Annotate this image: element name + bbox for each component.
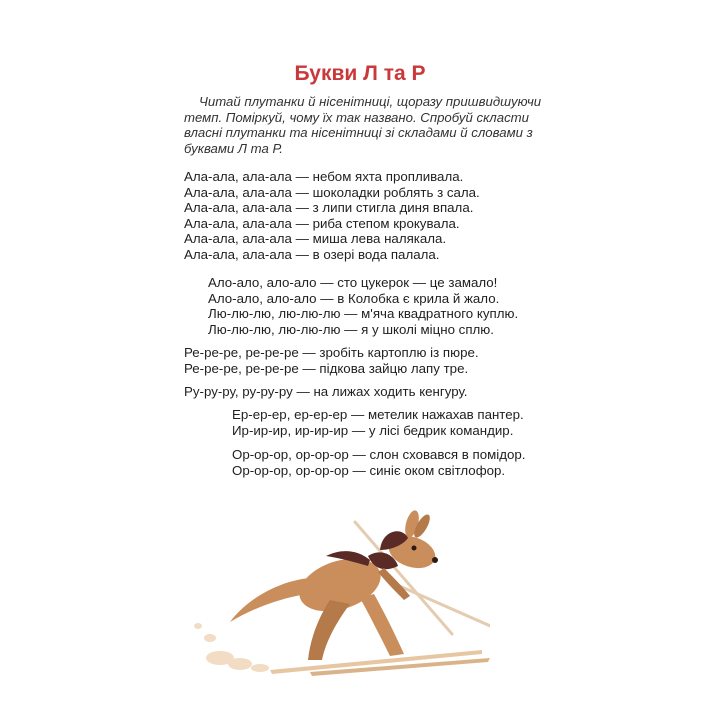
verse-line: Лю-лю-лю, лю-лю-лю — я у школі міцно сплю. bbox=[208, 321, 494, 337]
verse-line: Ала-ала, ала-ала — небом яхта пропливала. bbox=[184, 169, 464, 184]
stanza-re bbox=[184, 345, 479, 376]
instruction-text: Читай плутанки й нісенітниці, щоразу пришвидшуючи темп. Поміркуй, чому їх так названо. Спробуй скласти власні плутанки та нісенітниці зі складами й словами з буквами Л та Р. bbox=[184, 94, 542, 156]
page-title: Букви Л та Р bbox=[294, 62, 426, 85]
verse-line: Ала-ала, ала-ала — миша лева налякала. bbox=[184, 231, 447, 246]
stanza-alo-liu bbox=[208, 275, 518, 337]
snow-trail bbox=[194, 623, 269, 672]
verse-line: Ало-ало, ало-ало — сто цукерок — це замало! bbox=[208, 275, 498, 290]
kangaroo-eye bbox=[412, 546, 417, 551]
verse-line: Ала-ала, ала-ала — шоколадки роблять з сала. bbox=[184, 184, 480, 200]
verse-line: Ор-ор-ор, ор-ор-ор — слон сховався в помідор. bbox=[232, 447, 526, 462]
verse-line: Ре-ре-ре, ре-ре-ре — підкова зайцю лапу тре. bbox=[184, 360, 469, 376]
stanza-ru bbox=[184, 384, 468, 400]
verse-line: Ало-ало, ало-ало — в Колобка є крила й жало. bbox=[208, 290, 500, 306]
stanza-ala bbox=[184, 169, 480, 262]
verse-line: Ру-ру-ру, ру-ру-ру — на лижах ходить кенгуру. bbox=[184, 384, 468, 399]
kangaroo-nose bbox=[432, 557, 438, 563]
verse-line: Ер-ер-ер, ер-ер-ер — метелик нажахав пантер. bbox=[232, 407, 524, 422]
skiing-kangaroo-illustration bbox=[190, 500, 490, 690]
verse-line: Ала-ала, ала-ала — риба степом крокувала. bbox=[184, 215, 460, 231]
verse-line: Ир-ир-ир, ир-ир-ир — у лісі бедрик командир. bbox=[232, 422, 514, 438]
kangaroo-arm bbox=[378, 568, 410, 600]
verse-line: Лю-лю-лю, лю-лю-лю — м'яча квадратного куплю. bbox=[208, 306, 519, 321]
stanza-er-yr bbox=[232, 407, 524, 438]
verse-line: Ала-ала, ала-ала — в озері вода палала. bbox=[184, 246, 440, 262]
verse-line: Ала-ала, ала-ала — з липи стигла диня впала. bbox=[184, 200, 474, 215]
verse-line: Ор-ор-ор, ор-ор-ор — синіє оком світлофор. bbox=[232, 462, 506, 478]
stanza-or bbox=[232, 447, 525, 478]
kangaroo-leg bbox=[360, 594, 404, 656]
verse-line: Ре-ре-ре, ре-ре-ре — зробіть картоплю із пюре. bbox=[184, 345, 479, 360]
